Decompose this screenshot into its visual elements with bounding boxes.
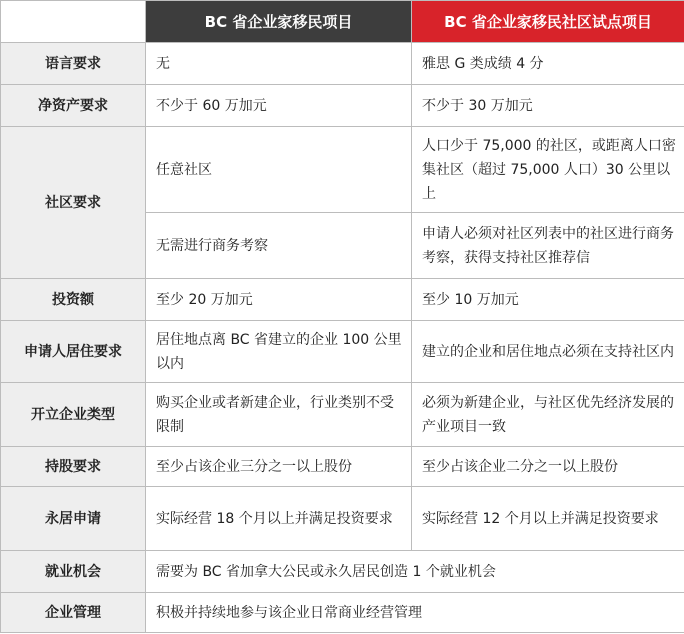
row-pr	[1, 487, 684, 551]
cell-entrepreneur: 不少于 60 万加元	[146, 85, 412, 127]
cell-entrepreneur: 任意社区	[146, 127, 412, 213]
row-label: 开立企业类型	[1, 383, 146, 447]
row-community	[1, 127, 684, 213]
cell-shared: 需要为 BC 省加拿大公民或永久居民创造 1 个就业机会	[146, 551, 684, 593]
cell-pilot: 雅思 G 类成绩 4 分	[412, 43, 684, 85]
cell-shared: 积极并持续地参与该企业日常商业经营管理	[146, 593, 684, 633]
row-ownership	[1, 447, 684, 487]
cell-pilot: 至少占该企业二分之一以上股份	[412, 447, 684, 487]
row-label: 申请人居住要求	[1, 321, 146, 383]
row-investment	[1, 279, 684, 321]
cell-entrepreneur: 居住地点离 BC 省建立的企业 100 公里以内	[146, 321, 412, 383]
cell-pilot: 申请人必须对社区列表中的社区进行商务考察，获得支持社区推荐信	[412, 213, 684, 279]
header-blank-cell	[1, 1, 146, 43]
cell-entrepreneur: 无	[146, 43, 412, 85]
row-business-type	[1, 383, 684, 447]
row-label: 社区要求	[1, 127, 146, 279]
row-management	[1, 593, 684, 633]
cell-entrepreneur: 至少 20 万加元	[146, 279, 412, 321]
row-net-worth	[1, 85, 684, 127]
cell-pilot: 至少 10 万加元	[412, 279, 684, 321]
cell-pilot: 不少于 30 万加元	[412, 85, 684, 127]
row-label: 持股要求	[1, 447, 146, 487]
row-label: 投资额	[1, 279, 146, 321]
cell-entrepreneur: 购买企业或者新建企业，行业类别不受限制	[146, 383, 412, 447]
row-language	[1, 43, 684, 85]
row-label: 净资产要求	[1, 85, 146, 127]
row-label: 永居申请	[1, 487, 146, 551]
cell-entrepreneur: 至少占该企业三分之一以上股份	[146, 447, 412, 487]
row-residence	[1, 321, 684, 383]
header-bc-entrepreneur: BC 省企业家移民项目	[146, 1, 412, 43]
cell-pilot: 人口少于 75,000 的社区，或距离人口密集社区（超过 75,000 人口）30 公里以上	[412, 127, 684, 213]
row-label: 就业机会	[1, 551, 146, 593]
row-label: 语言要求	[1, 43, 146, 85]
cell-pilot: 建立的企业和居住地点必须在支持社区内	[412, 321, 684, 383]
header-bc-regional-pilot: BC 省企业家移民社区试点项目	[412, 1, 684, 43]
cell-entrepreneur: 无需进行商务考察	[146, 213, 412, 279]
row-label: 企业管理	[1, 593, 146, 633]
row-jobs	[1, 551, 684, 593]
cell-pilot: 实际经营 12 个月以上并满足投资要求	[412, 487, 684, 551]
cell-entrepreneur: 实际经营 18 个月以上并满足投资要求	[146, 487, 412, 551]
cell-pilot: 必须为新建企业，与社区优先经济发展的产业项目一致	[412, 383, 684, 447]
header-row	[1, 1, 684, 43]
